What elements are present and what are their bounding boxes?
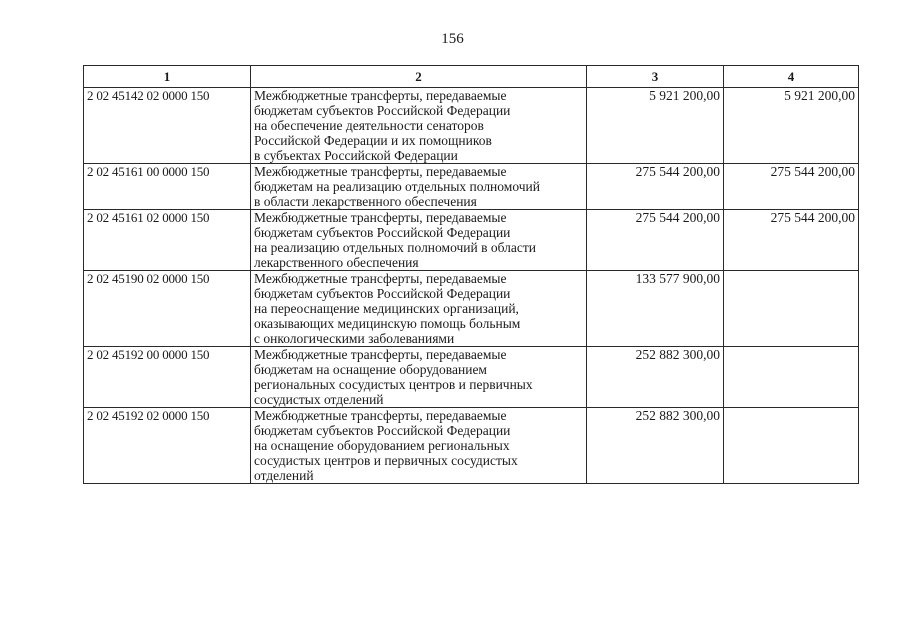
table-body (84, 88, 859, 484)
description-line: Межбюджетные трансферты, передаваемые (254, 88, 507, 103)
amount-col-3-cell: 275 544 200,00 (587, 164, 724, 210)
description-line: отделений (254, 468, 314, 483)
description-line: на переоснащение медицинских организаций, (254, 301, 519, 316)
description-line: региональных сосудистых центров и первичных (254, 377, 533, 392)
table-row (84, 88, 859, 164)
description-line: бюджетам субъектов Российской Федерации (254, 103, 511, 118)
table-row (84, 408, 859, 484)
description-cell (251, 164, 587, 210)
description-line: на реализацию отдельных полномочий в области (254, 240, 536, 255)
description-line: Межбюджетные трансферты, передаваемые (254, 347, 507, 362)
description-line: Межбюджетные трансферты, передаваемые (254, 210, 507, 225)
amount-col-3-cell: 5 921 200,00 (587, 88, 724, 164)
amount-col-3-cell: 133 577 900,00 (587, 271, 724, 347)
amount-col-3-cell: 252 882 300,00 (587, 347, 724, 408)
amount-col-4-cell: 275 544 200,00 (724, 210, 859, 271)
amount-col-3-cell: 252 882 300,00 (587, 408, 724, 484)
table-row (84, 164, 859, 210)
budget-code-cell: 2 02 45142 02 0000 150 (84, 88, 251, 164)
description-line: бюджетам субъектов Российской Федерации (254, 225, 511, 240)
table-row (84, 347, 859, 408)
amount-col-4-cell: 275 544 200,00 (724, 164, 859, 210)
header-col-1: 1 (84, 66, 251, 88)
description-line: бюджетам на оснащение оборудованием (254, 362, 487, 377)
budget-code-cell: 2 02 45192 00 0000 150 (84, 347, 251, 408)
amount-col-4-cell (724, 271, 859, 347)
description-line: Межбюджетные трансферты, передаваемые (254, 164, 507, 179)
description-line: в области лекарственного обеспечения (254, 194, 477, 209)
budget-code-cell: 2 02 45192 02 0000 150 (84, 408, 251, 484)
header-col-4: 4 (724, 66, 859, 88)
description-cell (251, 347, 587, 408)
budget-code-cell: 2 02 45190 02 0000 150 (84, 271, 251, 347)
description-line: оказывающих медицинскую помощь больным (254, 316, 521, 331)
description-cell (251, 210, 587, 271)
budget-code-cell: 2 02 45161 02 0000 150 (84, 210, 251, 271)
description-cell (251, 271, 587, 347)
description-line: Межбюджетные трансферты, передаваемые (254, 408, 507, 423)
table-header-row (84, 66, 859, 88)
description-line: бюджетам субъектов Российской Федерации (254, 423, 511, 438)
description-line: в субъектах Российской Федерации (254, 148, 458, 163)
description-line: сосудистых центров и первичных сосудистых (254, 453, 518, 468)
description-line: на обеспечение деятельности сенаторов (254, 118, 484, 133)
description-line: с онкологическими заболеваниями (254, 331, 455, 346)
budget-code-cell: 2 02 45161 00 0000 150 (84, 164, 251, 210)
description-line: сосудистых отделений (254, 392, 384, 407)
budget-table (83, 65, 859, 484)
amount-col-3-cell: 275 544 200,00 (587, 210, 724, 271)
description-line: бюджетам на реализацию отдельных полномочий (254, 179, 540, 194)
description-line: на оснащение оборудованием региональных (254, 438, 510, 453)
description-line: Российской Федерации и их помощников (254, 133, 492, 148)
amount-col-4-cell (724, 408, 859, 484)
description-line: Межбюджетные трансферты, передаваемые (254, 271, 507, 286)
page-number: 156 (441, 31, 464, 47)
description-cell (251, 408, 587, 484)
header-col-3: 3 (587, 66, 724, 88)
description-line: лекарственного обеспечения (254, 255, 419, 270)
amount-col-4-cell (724, 347, 859, 408)
description-cell (251, 88, 587, 164)
description-line: бюджетам субъектов Российской Федерации (254, 286, 511, 301)
table-row (84, 271, 859, 347)
table-row (84, 210, 859, 271)
header-col-2: 2 (251, 66, 587, 88)
amount-col-4-cell: 5 921 200,00 (724, 88, 859, 164)
